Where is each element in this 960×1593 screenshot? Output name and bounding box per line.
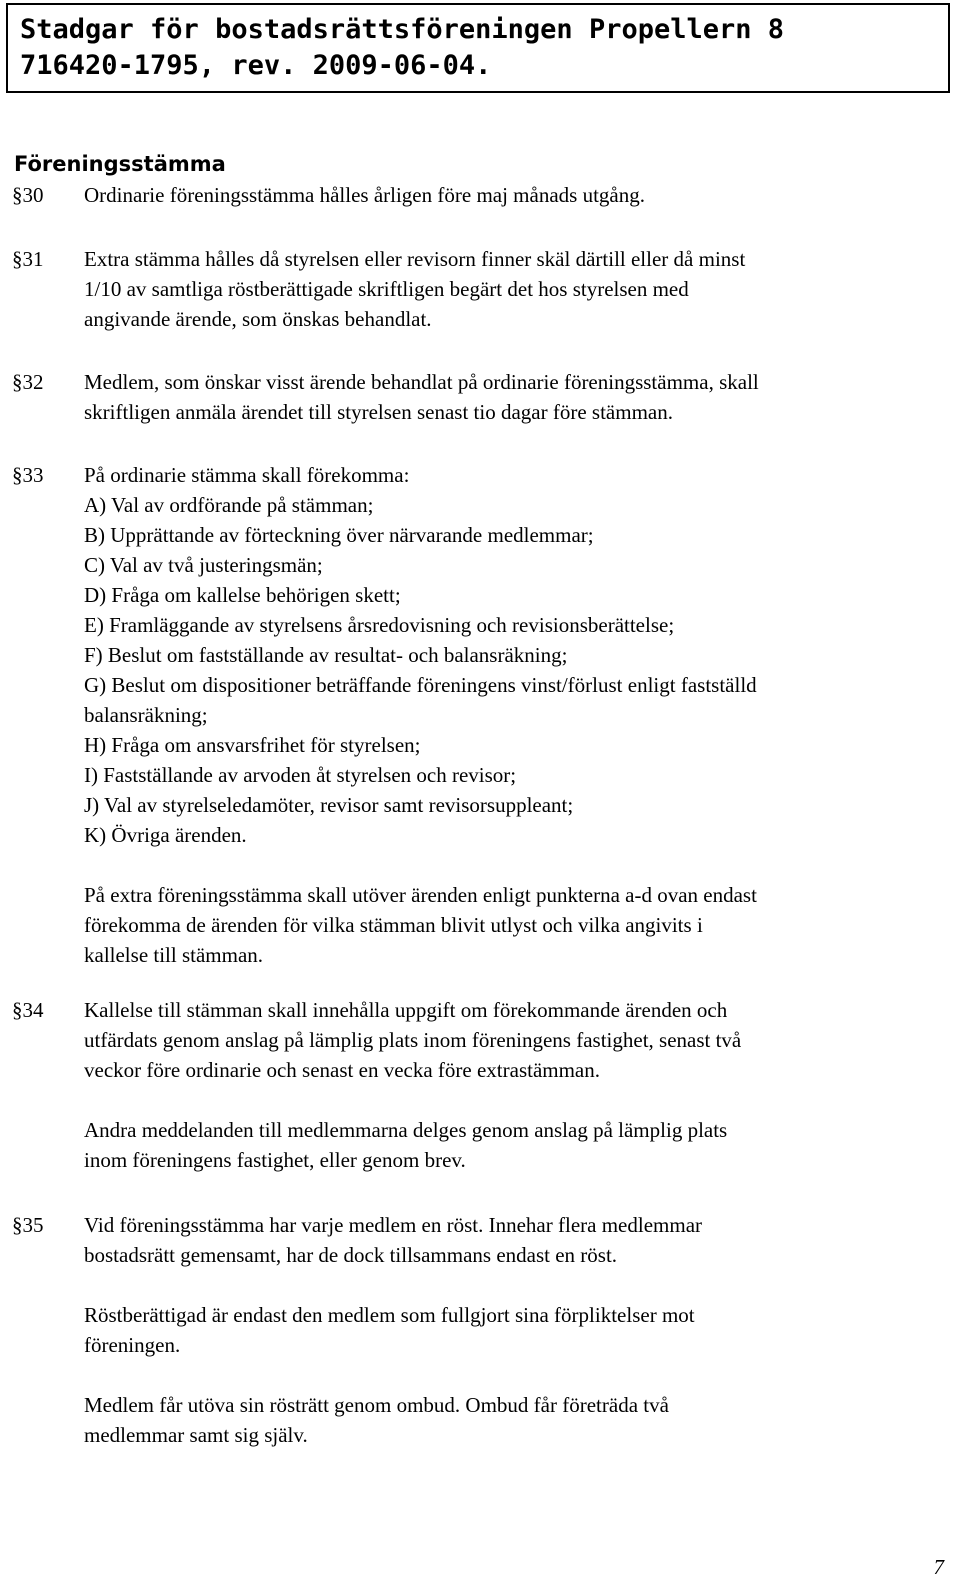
paragraph-number: §32 (12, 370, 44, 394)
list-item: D) Fråga om kallelse behörigen skett; (84, 583, 401, 607)
paragraph-line: Medlem får utöva sin rösträtt genom ombud. Ombud får företräda två (84, 1393, 669, 1417)
paragraph-line: Vid föreningsstämma har varje medlem en röst. Innehar flera medlemmar (84, 1213, 703, 1237)
paragraph-32 (12, 367, 942, 427)
page-number: 7 (933, 1555, 944, 1579)
paragraph-line: inom föreningens fastighet, eller genom brev. (84, 1148, 466, 1172)
paragraph-35 (12, 1210, 942, 1450)
list-item: A) Val av ordförande på stämman; (84, 493, 374, 517)
list-item: G) Beslut om dispositioner beträffande föreningens vinst/förlust enligt fastställd (84, 673, 757, 697)
list-item: B) Upprättande av förteckning över närvarande medlemmar; (84, 523, 594, 547)
paragraph-line: utfärdats genom anslag på lämplig plats inom föreningens fastighet, senast två (84, 1028, 742, 1052)
paragraph-number: §33 (12, 463, 44, 487)
paragraph-31 (12, 244, 942, 334)
paragraph-line: medlemmar samt sig själv. (84, 1423, 308, 1447)
paragraph-number: §30 (12, 183, 44, 207)
document-header (6, 3, 950, 93)
list-item: balansräkning; (84, 703, 208, 727)
list-item: I) Fastställande av arvoden åt styrelsen och revisor; (84, 763, 517, 787)
list-item: F) Beslut om fastställande av resultat- och balansräkning; (84, 643, 568, 667)
list-item: C) Val av två justeringsmän; (84, 553, 323, 577)
paragraph-34 (12, 995, 942, 1175)
paragraph-line: Röstberättigad är endast den medlem som fullgjort sina förpliktelser mot (84, 1303, 695, 1327)
paragraph-number: §34 (12, 998, 44, 1022)
section-title: Föreningsstämma (14, 152, 226, 176)
paragraph-33 (12, 460, 942, 970)
paragraph-line: Ordinarie föreningsstämma hålles årligen före maj månads utgång. (84, 183, 645, 207)
paragraph-line: skriftligen anmäla ärendet till styrelsen senast tio dagar före stämman. (84, 400, 673, 424)
paragraph-line: förekomma de ärenden för vilka stämman blivit utlyst och vilka angivits i (84, 913, 703, 937)
paragraph-line: Andra meddelanden till medlemmarna delges genom anslag på lämplig plats (84, 1118, 728, 1142)
list-item: K) Övriga ärenden. (84, 823, 247, 847)
list-item: J) Val av styrelseledamöter, revisor samt revisorsuppleant; (84, 793, 574, 817)
paragraph-line: veckor före ordinarie och senast en vecka före extrastämman. (84, 1058, 601, 1082)
paragraph-line: föreningen. (84, 1333, 181, 1357)
list-item: H) Fråga om ansvarsfrihet för styrelsen; (84, 733, 421, 757)
paragraph-line: 1/10 av samtliga röstberättigade skriftligen begärt det hos styrelsen med (84, 277, 689, 301)
paragraph-line: Extra stämma hålles då styrelsen eller revisorn finner skäl därtill eller då minst (84, 247, 746, 271)
paragraph-line: Medlem, som önskar visst ärende behandlat på ordinarie föreningsstämma, skall (84, 370, 759, 394)
header-title: Stadgar för bostadsrättsföreningen Propellern 8 (20, 14, 785, 45)
paragraph-line: kallelse till stämman. (84, 943, 264, 967)
paragraph-line: På extra föreningsstämma skall utöver ärenden enligt punkterna a-d ovan endast (84, 883, 757, 907)
paragraph-number: §31 (12, 247, 44, 271)
paragraph-line: Kallelse till stämman skall innehålla uppgift om förekommande ärenden och (84, 998, 728, 1022)
paragraph-line: angivande ärende, som önskas behandlat. (84, 307, 432, 331)
paragraph-30 (12, 180, 942, 210)
header-subtitle: 716420-1795, rev. 2009-06-04. (20, 50, 492, 81)
list-item: E) Framläggande av styrelsens årsredovisning och revisionsberättelse; (84, 613, 675, 637)
paragraph-line: På ordinarie stämma skall förekomma: (84, 463, 410, 487)
paragraph-number: §35 (12, 1213, 44, 1237)
paragraph-line: bostadsrätt gemensamt, har de dock tillsammans endast en röst. (84, 1243, 618, 1267)
